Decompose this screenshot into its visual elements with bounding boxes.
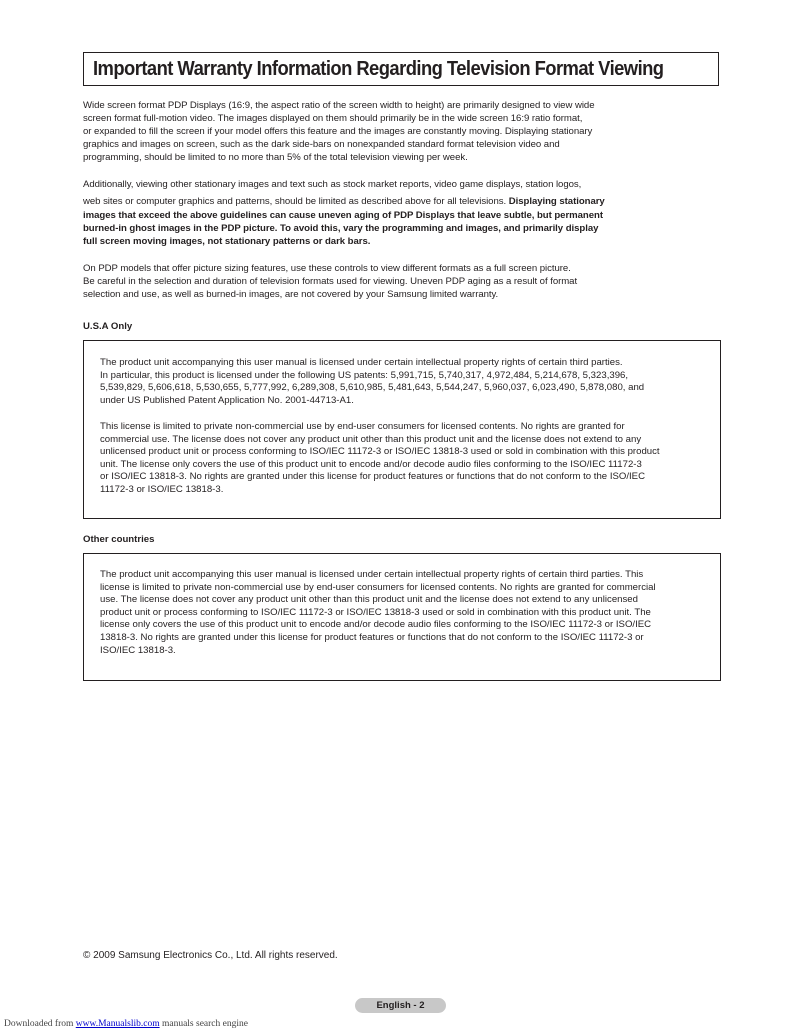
other-section-label: Other countries xyxy=(83,534,155,545)
other-license-para xyxy=(100,569,712,657)
page-number-badge: English - 2 xyxy=(355,998,446,1013)
footer-suffix: manuals search engine xyxy=(159,1019,248,1029)
text-line: use. The license does not cover any product unit other than this product unit and the license does not extend to any unlicensed xyxy=(100,594,638,606)
text-line: Be careful in the selection and duration of television formats used for viewing. Uneven PDP aging as a result of format xyxy=(83,276,578,287)
text-line: unit. The license only covers the use of this product unit to encode and/or decode audio files conforming to the ISO/IEC 11172-3 xyxy=(100,458,642,470)
page-title: Important Warranty Information Regarding Television Format Viewing xyxy=(93,58,664,80)
text-line: commercial use. The license does not cover any product unit other than this product unit and the license does not extend to any xyxy=(100,433,642,445)
text-line: under US Published Patent Application No. 2001-44713-A1. xyxy=(100,394,354,406)
text-line: product unit or process conforming to ISO/IEC 11172-3 or ISO/IEC 13818-3 used or sold in combination with this product unit. The xyxy=(100,606,651,618)
copyright-notice: © 2009 Samsung Electronics Co., Ltd. All rights reserved. xyxy=(83,950,338,961)
text-line: Additionally, viewing other stationary images and text such as stock market reports, video game displays, station logos, xyxy=(83,179,582,190)
text-line: selection and use, as well as burned-in images, are not covered by your Samsung limited warranty. xyxy=(83,289,499,300)
text-line: This license is limited to private non-commercial use by end-user consumers for licensed contents. No rights are granted for xyxy=(100,421,625,432)
usa-section-label: U.S.A Only xyxy=(83,321,133,332)
text-line: On PDP models that offer picture sizing features, use these controls to view different formats as a full screen picture. xyxy=(83,263,571,274)
text-line: license is limited to private non-commercial use by end-user consumers for licensed contents. No rights are granted for commercial xyxy=(100,581,656,593)
intro-paragraph-2 xyxy=(83,178,723,248)
usa-license-box xyxy=(83,340,721,519)
text-line xyxy=(83,195,723,208)
text-line: 13818-3. No rights are granted under this license for product features or functions that do not conform to the ISO/IEC 11172-3 or xyxy=(100,631,644,643)
text-line: ISO/IEC 13818-3. xyxy=(100,644,176,656)
text-line: The product unit accompanying this user manual is licensed under certain intellectual property rights of certain third parties. This xyxy=(100,569,644,580)
other-license-box xyxy=(83,553,721,681)
text-line: 11172-3 or ISO/IEC 13818-3. xyxy=(100,483,224,495)
manualslib-link[interactable]: www.Manualslib.com xyxy=(75,1019,160,1029)
text-line: license only covers the use of this product unit to encode and/or decode audio files conforming to the ISO/IEC 11172-3 or ISO/IEC xyxy=(100,619,652,631)
text-line: programming, should be limited to no more than 5% of the total television viewing per week. xyxy=(83,152,468,163)
intro-paragraph-1 xyxy=(83,99,723,164)
warning-text: burned-in ghost images in the PDP picture. To avoid this, vary the programming and images, and primarily display xyxy=(83,222,599,234)
title-box xyxy=(83,52,719,86)
text-line: In particular, this product is licensed under the following US patents: 5,991,715, 5,740,317, 4,972,484, 5,214,678, 5,323,396, xyxy=(100,369,629,381)
text-line: graphics and images on screen, such as the dark side-bars on nonexpanded standard format television video and xyxy=(83,139,560,150)
usa-license-para-2 xyxy=(100,421,712,497)
intro-paragraph-3 xyxy=(83,262,723,301)
text-line: The product unit accompanying this user manual is licensed under certain intellectual property rights of certain third parties. xyxy=(100,357,623,368)
footer-prefix: Downloaded from xyxy=(4,1019,76,1029)
warning-text: full screen moving images, not stationary patterns or dark bars. xyxy=(83,236,371,248)
text-line: unlicensed product unit or process conforming to ISO/IEC 11172-3 or ISO/IEC 13818-3 used or sold in combination with this product xyxy=(100,446,660,458)
warning-text: Displaying stationary xyxy=(508,196,605,208)
text-line: Wide screen format PDP Displays (16:9, the aspect ratio of the screen width to height) are primarily designed to view wide xyxy=(83,100,595,111)
text-line: or expanded to fill the screen if your model offers this feature and the images are constantly moving. Displaying stationary xyxy=(83,126,593,137)
usa-license-para-1 xyxy=(100,357,712,407)
text-line: or ISO/IEC 13818-3. No rights are granted under this license for product features or functions that do not conform to the ISO/IEC xyxy=(100,471,645,483)
warning-text: images that exceed the above guidelines can cause uneven aging of PDP Displays that leave subtle, but permanent xyxy=(83,209,603,221)
text-segment: web sites or computer graphics and patterns, should be limited as described above for all televisions. xyxy=(83,196,509,208)
text-line: 5,539,829, 5,606,618, 5,530,655, 5,777,992, 6,289,308, 5,610,985, 5,481,643, 5,544,247, 5,960,037, 6,023,490, 5,878,080, and xyxy=(100,382,645,394)
text-line: screen format full-motion video. The images displayed on them should primarily be in the wide screen 16:9 ratio format, xyxy=(83,113,583,124)
download-footer xyxy=(4,1019,248,1029)
